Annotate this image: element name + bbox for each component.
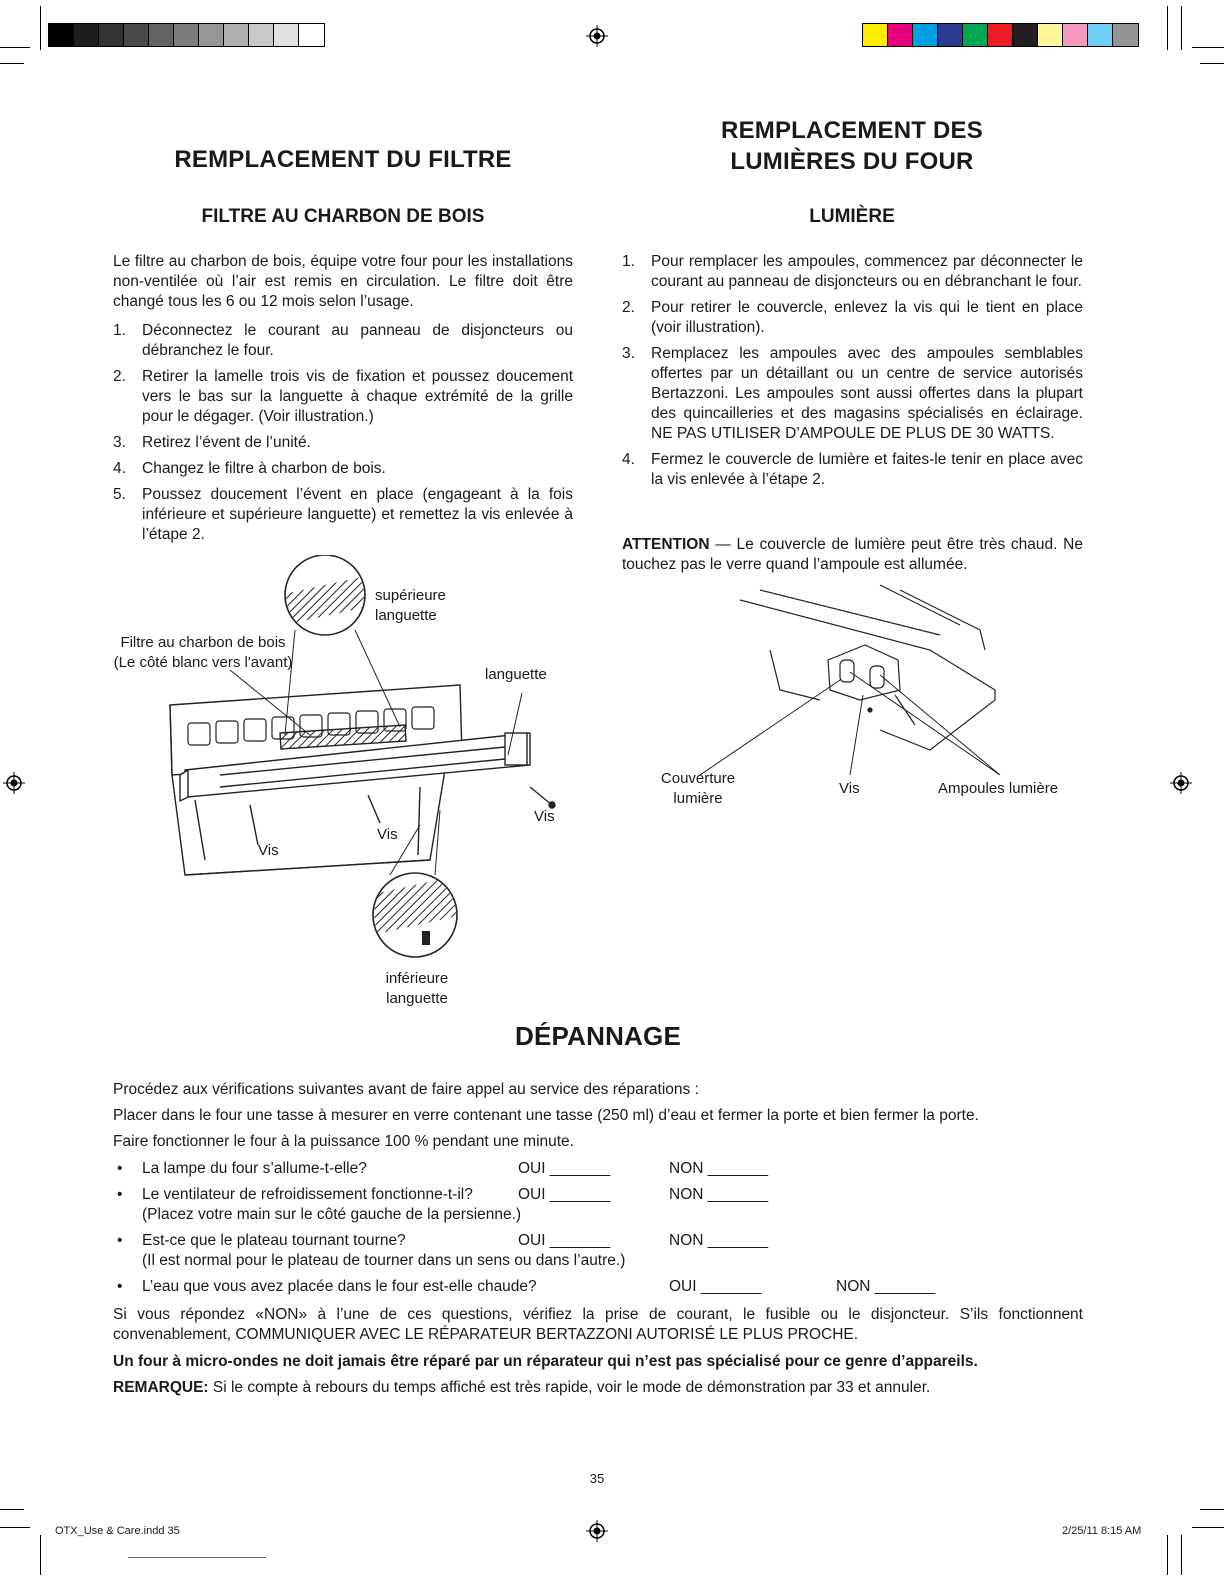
answer-no: NON _______: [669, 1160, 769, 1177]
bulbs-label: Ampoules lumière: [938, 780, 1059, 797]
bullet: •: [117, 1278, 123, 1295]
crop-mark: [1200, 63, 1224, 64]
light-cover-label: Couverture lumière: [660, 770, 736, 807]
light-section-title: REMPLACEMENT DES LUMIÈRES DU FOUR: [721, 117, 983, 175]
charcoal-filter-label: Filtre au charbon de bois (Le côté blanc vers l'avant): [113, 634, 293, 671]
screw-label: Vis: [839, 780, 860, 797]
filter-section-subtitle: FILTRE AU CHARBON DE BOIS: [201, 206, 485, 227]
answer-no: NON _______: [669, 1186, 769, 1203]
attention-note: ATTENTION — Le couvercle de lumière peut être très chaud. Ne touchez pas le verre quand l’ampoule est allumée.: [622, 536, 1083, 573]
grayscale-calibration-bar: [48, 23, 325, 47]
bullet: •: [117, 1160, 123, 1177]
lower-tab-label: inférieure languette: [385, 970, 449, 1007]
list-item: 5. Poussez doucement l’évent en place (engageant à la fois inférieure et supérieure languette) et remettez la vis enlevée à l’étape 2.: [113, 486, 573, 543]
crop-mark: [40, 1535, 41, 1575]
question: Est-ce que le plateau tournant tourne?: [142, 1232, 406, 1249]
calibration-swatch: [174, 24, 199, 46]
crop-mark: [1192, 1527, 1224, 1528]
registration-mark-icon: [586, 1520, 608, 1542]
troubleshooting-step: Faire fonctionner le four à la puissance 100 % pendant une minute.: [113, 1133, 574, 1150]
troubleshooting-advice: Si vous répondez «NON» à l’une de ces questions, vérifiez la prise de courant, le fusible ou le disjoncteur. S’ils fonctionnent convenablement, COMMUNIQUER AVEC LE RÉPARATEUR BERTAZZONI AUTORISÉ LE PLUS PROCHE.: [113, 1306, 1083, 1343]
bullet: •: [117, 1232, 123, 1249]
calibration-swatch: [888, 24, 913, 46]
light-steps: [622, 252, 1083, 496]
crop-mark: [1167, 6, 1168, 50]
calibration-swatch: [299, 24, 324, 46]
calibration-swatch: [74, 24, 99, 46]
registration-mark-icon: [1170, 772, 1192, 794]
calibration-swatch: [124, 24, 149, 46]
calibration-swatch: [1038, 24, 1063, 46]
list-item: 1. Pour remplacer les ampoules, commencez par déconnecter le courant au panneau de disjoncteurs ou en débranchant le four.: [622, 253, 1083, 290]
crop-mark: [1181, 1535, 1182, 1575]
calibration-swatch: [199, 24, 224, 46]
answer-yes: OUI _______: [518, 1232, 611, 1249]
list-item: 3. Retirez l’évent de l’unité.: [113, 434, 311, 451]
crop-mark: [0, 47, 30, 48]
calibration-swatch: [1088, 24, 1113, 46]
screw-label-left: Vis: [258, 842, 279, 859]
troubleshooting-warning: Un four à micro-ondes ne doit jamais être réparé par un réparateur qui n’est pas spécialisé pour ce genre d’appareils.: [113, 1353, 978, 1370]
color-calibration-bar: [862, 23, 1139, 47]
filter-steps: [113, 321, 573, 551]
light-replacement-illustration: [700, 580, 1020, 775]
crop-mark: [0, 63, 24, 64]
bullet: •: [117, 1186, 123, 1203]
upper-tab-label: supérieure languette: [375, 587, 446, 624]
calibration-swatch: [249, 24, 274, 46]
list-item: 4. Changez le filtre à charbon de bois.: [113, 460, 386, 477]
list-item: 4. Fermez le couvercle de lumière et faites-le tenir en place avec la vis enlevée à l’étape 2.: [622, 451, 1083, 488]
calibration-swatch: [963, 24, 988, 46]
answer-yes: OUI _______: [518, 1160, 611, 1177]
answer-yes: OUI _______: [518, 1186, 611, 1203]
calibration-swatch: [274, 24, 299, 46]
calibration-swatch: [99, 24, 124, 46]
slug-date: 2/25/11 8:15 AM: [1062, 1525, 1142, 1537]
calibration-swatch: [1063, 24, 1088, 46]
calibration-swatch: [1113, 24, 1138, 46]
filter-replacement-illustration: [100, 555, 580, 1025]
crop-mark: [1167, 1535, 1168, 1575]
crop-mark: [1192, 47, 1224, 48]
screw-label-right: Vis: [534, 808, 555, 825]
calibration-swatch: [988, 24, 1013, 46]
filter-intro: Le filtre au charbon de bois, équipe votre four pour les installations non-ventilée où l’air est remis en circulation. Le filtre doit être changé tous les 6 ou 12 mois selon l’usage.: [113, 253, 573, 310]
calibration-swatch: [1013, 24, 1038, 46]
question: La lampe du four s’allume-t-elle?: [142, 1160, 367, 1177]
registration-mark-icon: [586, 25, 608, 47]
list-item: 3. Remplacez les ampoules avec des ampoules semblables offertes par un détaillant ou un centre de service autorisés Bertazzoni. Les ampoules sont aussi offertes dans la plupart des quincailleries et des magasins spécialisés en éclairage. NE PAS UTILISER D’AMPOULE DE PLUS DE 30 WATTS.: [622, 345, 1083, 442]
calibration-swatch: [938, 24, 963, 46]
page-number: 35: [589, 1471, 605, 1486]
crop-mark: [1200, 1509, 1224, 1510]
crop-mark: [0, 1509, 24, 1510]
question-note: (Placez votre main sur le côté gauche de la persienne.): [142, 1206, 522, 1223]
troubleshooting-body: [113, 1080, 1085, 1410]
light-section-subtitle: LUMIÈRE: [809, 206, 895, 227]
registration-mark-icon: [3, 772, 25, 794]
answer-no: NON _______: [669, 1232, 769, 1249]
list-item: 1. Déconnectez le courant au panneau de disjoncteurs ou débranchez le four.: [113, 322, 573, 359]
troubleshooting-intro: Procédez aux vérifications suivantes avant de faire appel au service des réparations :: [113, 1081, 699, 1098]
troubleshooting-step: Placer dans le four une tasse à mesurer en verre contenant une tasse (250 ml) d’eau et fermer la porte et bien fermer la porte.: [113, 1107, 979, 1124]
crop-mark: [40, 6, 41, 50]
calibration-swatch: [224, 24, 249, 46]
answer-yes: OUI _______: [669, 1278, 762, 1295]
slug-file: OTX_Use & Care.indd 35: [55, 1525, 180, 1537]
calibration-swatch: [913, 24, 938, 46]
filter-section-title: REMPLACEMENT DU FILTRE: [174, 146, 512, 173]
question: L’eau que vous avez placée dans le four est-elle chaude?: [142, 1278, 537, 1295]
calibration-swatch: [863, 24, 888, 46]
answer-no: NON _______: [836, 1278, 936, 1295]
slug-underline: [128, 1557, 266, 1558]
calibration-swatch: [49, 24, 74, 46]
list-item: 2. Retirer la lamelle trois vis de fixation et poussez doucement vers le bas sur la languette à chaque extrémité de la grille pour le dégager. (Voir illustration.): [113, 368, 573, 425]
crop-mark: [0, 1527, 30, 1528]
troubleshooting-note: REMARQUE: Si le compte à rebours du temps affiché est très rapide, voir le mode de démonstration par 33 et annuler.: [113, 1379, 931, 1396]
crop-mark: [1181, 6, 1182, 50]
question-note: (Il est normal pour le plateau de tourner dans un sens ou dans l’autre.): [142, 1252, 626, 1269]
screw-label-middle: Vis: [377, 826, 398, 843]
calibration-swatch: [149, 24, 174, 46]
tab-label: languette: [485, 666, 547, 683]
troubleshooting-title: DÉPANNAGE: [514, 1021, 681, 1051]
list-item: 2. Pour retirer le couvercle, enlevez la vis qui le tient en place (voir illustration).: [622, 299, 1083, 336]
question: Le ventilateur de refroidissement fonctionne-t-il?: [142, 1186, 473, 1203]
